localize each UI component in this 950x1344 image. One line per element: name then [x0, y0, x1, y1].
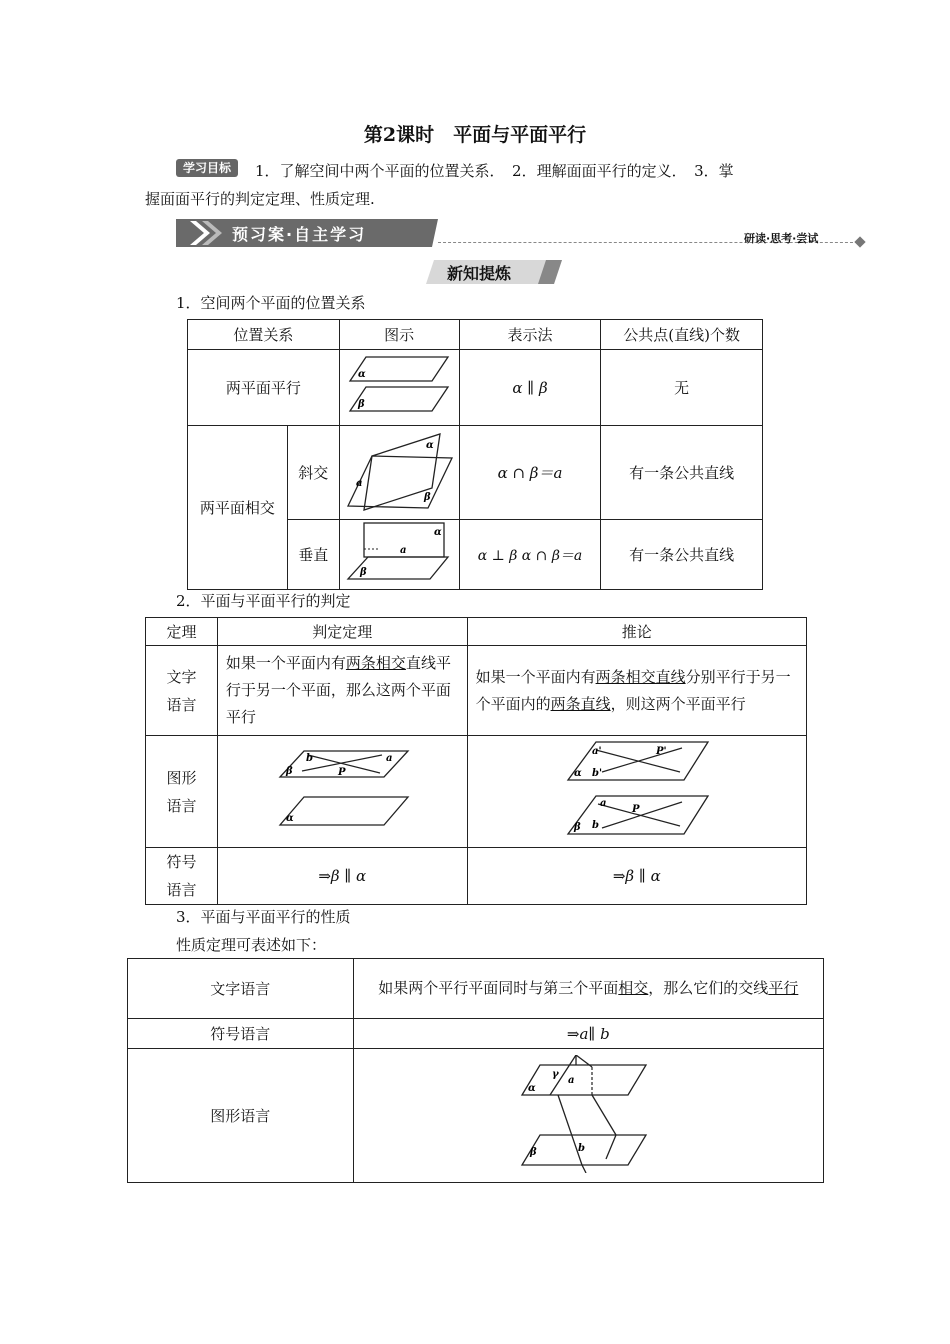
goals-line-1: 1．了解空间中两个平面的位置关系． 2．理解面面平行的定义． 3．掌 [255, 162, 734, 180]
criterion-table [145, 617, 807, 905]
corollary-text-a: 如果一个平面内有 [475, 667, 596, 686]
label-b: b [591, 819, 599, 831]
property-figure-svg [518, 1055, 658, 1173]
perp-count: 有一条公共直线 [601, 520, 763, 590]
goals-badge: 学习目标 [176, 159, 238, 177]
page-title: 第2课时 平面与平面平行 [363, 124, 587, 146]
corollary-figure [467, 736, 806, 848]
criterion-figure [217, 736, 467, 848]
label-alpha: α [528, 1082, 536, 1094]
prop-text-b: ，那么它们的交线 [648, 979, 769, 997]
label-a-prime: a' [591, 745, 602, 757]
label-b: b [306, 752, 314, 764]
header-theorem: 定理 [146, 618, 218, 646]
oblique-figure [339, 426, 459, 520]
label-beta: β [360, 566, 367, 578]
criterion-symbol: ⇒β ∥ α [217, 848, 467, 905]
prop-text-underline-2: 平行 [768, 979, 799, 997]
oblique-label: 斜交 [287, 426, 339, 520]
corollary-text [467, 646, 806, 736]
label-a: a [400, 544, 407, 556]
section-1-heading: 1．空间两个平面的位置关系 [176, 294, 366, 312]
sym-lang-label: 符号语言 [146, 848, 218, 905]
criterion-text-a: 如果一个平面内有 [225, 654, 346, 672]
label-beta: β [286, 765, 293, 777]
corollary-text-underline-2: 两条直线 [550, 694, 611, 713]
criterion-figure-svg [272, 745, 412, 835]
banner-subtitle: 研读·思考·尝试 [744, 232, 819, 245]
fig-lang-label: 图形语言 [146, 736, 218, 848]
label-alpha: α [573, 767, 582, 779]
corollary-text-underline-1: 两条相交直线 [595, 667, 686, 686]
label-P: P [631, 803, 640, 815]
section-badge: 新知提炼 [447, 264, 512, 283]
header-relation: 位置关系 [188, 320, 340, 350]
section-2-heading: 2．平面与平面平行的判定 [176, 592, 351, 610]
label-b-prime: b' [591, 767, 602, 779]
relation-table [187, 319, 763, 590]
perp-notation: α ⊥ β α ∩ β＝a [459, 520, 601, 590]
label-gamma: γ [552, 1068, 559, 1080]
corollary-text-b: 分别平行于另一个平面内的 [475, 667, 791, 713]
perpendicular-planes-figure [344, 521, 454, 585]
prop-text-label: 文字语言 [128, 959, 354, 1019]
diamond-icon [854, 236, 865, 247]
label-P: P [338, 766, 346, 778]
label-alpha: α [286, 812, 294, 824]
header-figure: 图示 [339, 320, 459, 350]
property-table [127, 958, 824, 1183]
criterion-text-underline: 两条相交 [345, 654, 406, 672]
perp-label: 垂直 [287, 520, 339, 590]
corollary-text-c: ，则这两个平面平行 [610, 694, 746, 713]
oblique-planes-figure [344, 428, 454, 514]
text-lang-label: 文字语言 [146, 646, 218, 736]
parallel-figure [339, 350, 459, 426]
label-a: a [568, 1074, 575, 1086]
criterion-text-b: 直线平行于另一个平面，那么这两个平面平行 [225, 654, 451, 726]
prop-text [353, 959, 823, 1019]
banner-title: 预习案·自主学习 [232, 225, 367, 244]
oblique-count: 有一条公共直线 [601, 426, 763, 520]
label-alpha: α [426, 439, 434, 451]
perp-figure [339, 520, 459, 590]
parallel-count: 无 [601, 350, 763, 426]
prop-sym-label: 符号语言 [128, 1019, 354, 1049]
label-b: b [578, 1142, 586, 1154]
label-a: a [599, 797, 607, 809]
label-a: a [356, 477, 363, 489]
corollary-figure-svg [562, 738, 712, 842]
prop-symbol: ⇒a∥ b [353, 1019, 823, 1049]
intersect-label: 两平面相交 [188, 426, 288, 590]
corollary-symbol: ⇒β ∥ α [467, 848, 806, 905]
prop-figure [353, 1049, 823, 1183]
criterion-text [217, 646, 467, 736]
label-P-prime: P' [655, 745, 667, 757]
label-a: a [386, 752, 393, 764]
section-3-intro: 性质定理可表述如下： [176, 936, 327, 954]
header-corollary: 推论 [467, 618, 806, 646]
prop-fig-label: 图形语言 [128, 1049, 354, 1183]
parallel-planes-figure [344, 353, 454, 419]
parallel-notation: α ∥ β [459, 350, 601, 426]
goals-line-2: 握面面平行的判定定理、性质定理. [145, 190, 375, 208]
header-count: 公共点(直线)个数 [601, 320, 763, 350]
label-beta: β [424, 491, 431, 503]
label-alpha: α [358, 368, 366, 380]
label-beta: β [530, 1146, 537, 1158]
prop-text-underline-1: 相交 [618, 979, 649, 997]
label-alpha: α [434, 526, 442, 538]
prop-text-a: 如果两个平行平面同时与第三个平面 [378, 979, 619, 997]
header-criterion: 判定定理 [217, 618, 467, 646]
label-beta: β [573, 821, 581, 833]
section-3-heading: 3．平面与平面平行的性质 [176, 908, 351, 926]
parallel-label: 两平面平行 [188, 350, 340, 426]
label-beta: β [358, 398, 365, 410]
header-notation: 表示法 [459, 320, 601, 350]
oblique-notation: α ∩ β＝a [459, 426, 601, 520]
